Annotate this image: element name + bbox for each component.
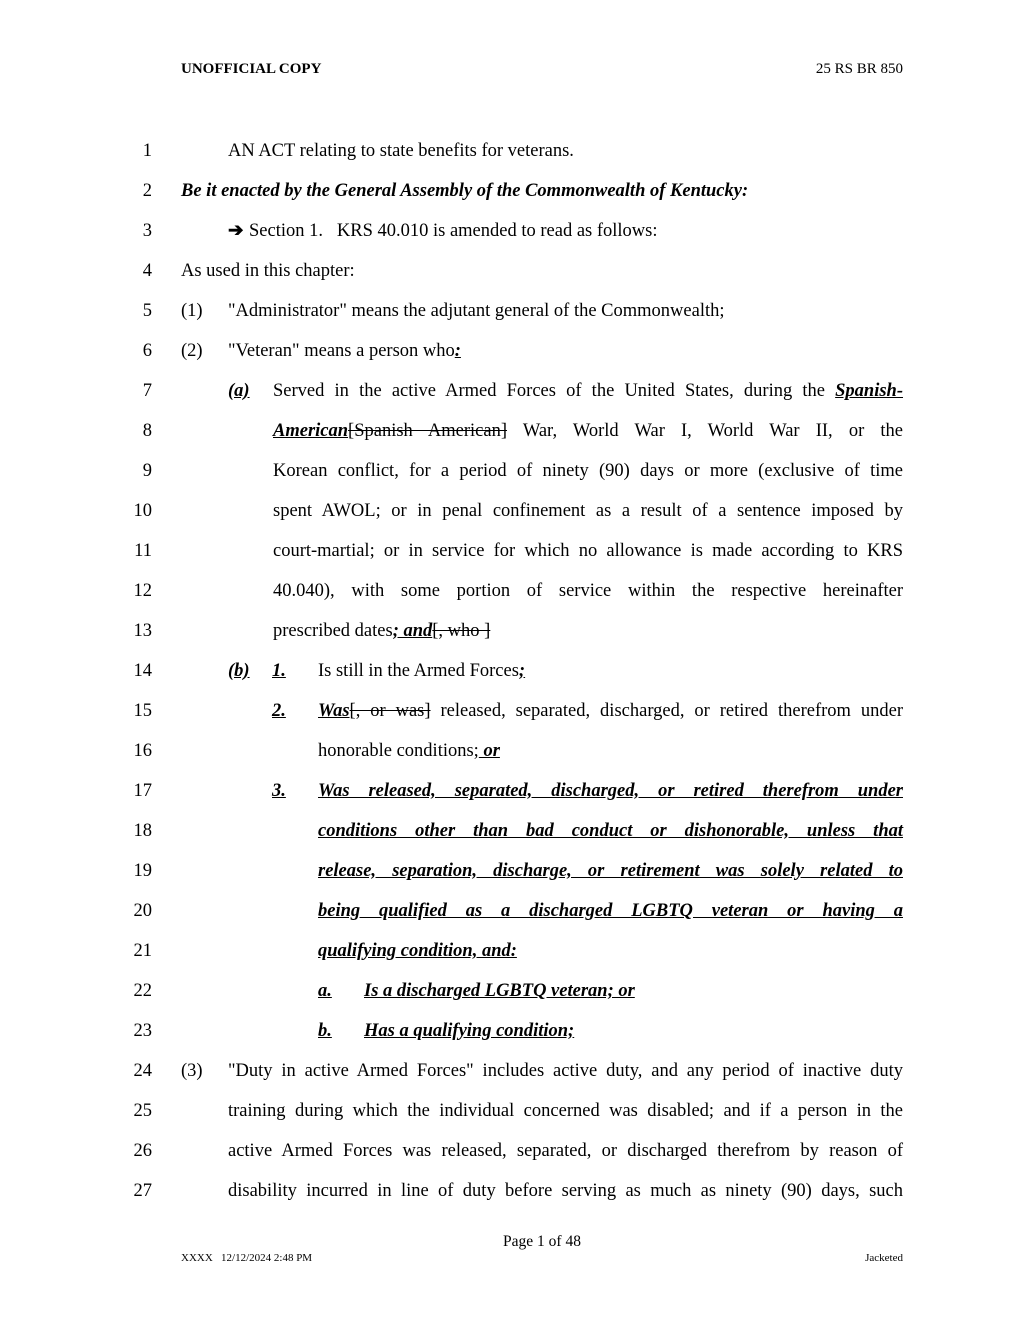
inserted-text: ; bbox=[518, 661, 526, 681]
enacting-clause: Be it enacted by the General Assembly of the Commonwealth of Kentucky: bbox=[181, 181, 749, 201]
inserted-text: American bbox=[273, 421, 349, 441]
subitem-label: b. bbox=[318, 1021, 332, 1041]
line-text bbox=[273, 536, 903, 566]
paragraph-label: (a) bbox=[228, 381, 250, 401]
inserted-text: Spanish- bbox=[835, 381, 903, 401]
line-number: 17 bbox=[133, 781, 152, 801]
line-text-part: active Armed Forces was released, separated, or discharged therefrom by reason of bbox=[228, 1141, 903, 1161]
deleted-text: [, or was] bbox=[349, 701, 431, 721]
line-9 bbox=[0, 456, 1024, 486]
line-text bbox=[228, 1096, 903, 1126]
line-number: 10 bbox=[133, 501, 152, 521]
line-26 bbox=[0, 1136, 1024, 1166]
line-20 bbox=[0, 896, 1024, 926]
line-24 bbox=[0, 1056, 1024, 1086]
inserted-text: : bbox=[454, 341, 461, 361]
line-number: 6 bbox=[142, 341, 152, 361]
line-number: 13 bbox=[133, 621, 152, 641]
line-number: 26 bbox=[133, 1141, 152, 1161]
paragraph-label: (b) bbox=[228, 661, 250, 681]
inserted-text: Was bbox=[318, 701, 350, 721]
line-12 bbox=[0, 576, 1024, 606]
line-text bbox=[228, 1176, 903, 1206]
line-text-part: conditions other than bad conduct or dishonorable, unless that bbox=[318, 821, 903, 841]
line-text-part: Served in the active Armed Forces of the United States, during the bbox=[273, 381, 836, 401]
line-text bbox=[318, 736, 500, 766]
line-text bbox=[273, 456, 903, 486]
line-text: "Administrator" means the adjutant general of the Commonwealth; bbox=[228, 301, 725, 321]
line-11 bbox=[0, 536, 1024, 566]
line-22 bbox=[0, 976, 1024, 1006]
header-left: UNOFFICIAL COPY bbox=[181, 61, 322, 77]
line-text bbox=[273, 576, 903, 606]
line-text-part: 40.040), with some portion of service within the respective hereinafter bbox=[273, 581, 903, 601]
inserted-text: qualifying condition, and: bbox=[318, 941, 517, 961]
item-label: 3. bbox=[272, 781, 286, 801]
header-right: 25 RS BR 850 bbox=[815, 61, 903, 77]
inserted-text bbox=[318, 856, 903, 886]
line-number: 2 bbox=[142, 181, 152, 201]
line-text-part: Was released, separated, discharged, or retired therefrom under bbox=[318, 781, 903, 801]
deleted-text: [, who ] bbox=[432, 621, 491, 641]
line-number: 16 bbox=[133, 741, 152, 761]
line-19 bbox=[0, 856, 1024, 886]
line-7 bbox=[0, 376, 1024, 406]
line-text bbox=[273, 416, 903, 446]
line-number: 24 bbox=[133, 1061, 152, 1081]
line-text-part: honorable conditions; bbox=[318, 741, 479, 761]
line-13 bbox=[0, 616, 1024, 646]
line-number: 9 bbox=[142, 461, 152, 481]
line-number: 20 bbox=[133, 901, 152, 921]
line-number: 21 bbox=[133, 941, 152, 961]
line-number: 5 bbox=[142, 301, 152, 321]
line-number: 18 bbox=[133, 821, 152, 841]
line-number: 4 bbox=[142, 261, 152, 281]
line-4 bbox=[0, 256, 1024, 286]
line-text bbox=[228, 336, 461, 366]
line-text-part: training during which the individual concerned was disabled; and if a person in the bbox=[228, 1101, 903, 1121]
line-text-part: disability incurred in line of duty before serving as much as ninety (90) days, such bbox=[228, 1181, 903, 1201]
line-number: 27 bbox=[133, 1181, 152, 1201]
line-23 bbox=[0, 1016, 1024, 1046]
line-14 bbox=[0, 656, 1024, 686]
line-number: 25 bbox=[133, 1101, 152, 1121]
section-heading: Section 1. KRS 40.010 is amended to read as follows: bbox=[249, 221, 658, 241]
line-18 bbox=[0, 816, 1024, 846]
line-number: 7 bbox=[142, 381, 152, 401]
arrow-right-icon: ➔ bbox=[228, 221, 244, 241]
line-1 bbox=[0, 136, 1024, 166]
line-text-part: spent AWOL; or in penal confinement as a result of a sentence imposed by bbox=[273, 501, 903, 521]
line-number: 19 bbox=[133, 861, 152, 881]
inserted-text bbox=[318, 776, 903, 806]
deleted-text: [Spanish American] bbox=[348, 421, 508, 441]
line-number: 23 bbox=[133, 1021, 152, 1041]
line-text bbox=[273, 496, 903, 526]
footer-left: XXXX 12/12/2024 2:48 PM bbox=[181, 1252, 313, 1264]
subsection-label: (2) bbox=[181, 341, 203, 361]
line-3 bbox=[0, 216, 1024, 246]
line-text bbox=[228, 1136, 903, 1166]
inserted-text: or bbox=[478, 741, 500, 761]
subitem-label: a. bbox=[318, 981, 332, 1001]
line-text-part: Is still in the Armed Forces bbox=[318, 661, 519, 681]
line-text-part: War, World War I, World War II, or the bbox=[507, 421, 903, 441]
line-5 bbox=[0, 296, 1024, 326]
line-27 bbox=[0, 1176, 1024, 1206]
line-text-part: court-martial; or in service for which no allowance is made according to KRS bbox=[273, 541, 903, 561]
line-number: 12 bbox=[133, 581, 152, 601]
line-21 bbox=[0, 936, 1024, 966]
subsection-label: (3) bbox=[181, 1061, 203, 1081]
line-6 bbox=[0, 336, 1024, 366]
line-2 bbox=[0, 176, 1024, 206]
item-label: 1. bbox=[272, 661, 286, 681]
line-text bbox=[318, 656, 525, 686]
line-text-part: prescribed dates bbox=[273, 621, 393, 641]
line-15 bbox=[0, 696, 1024, 726]
line-number: 11 bbox=[134, 541, 152, 561]
line-text bbox=[273, 376, 903, 406]
line-text-part: "Veteran" means a person who bbox=[228, 341, 455, 361]
line-25 bbox=[0, 1096, 1024, 1126]
footer-right: Jacketed bbox=[865, 1252, 903, 1264]
line-number: 22 bbox=[133, 981, 152, 1001]
line-number: 1 bbox=[142, 141, 152, 161]
line-number: 3 bbox=[142, 221, 152, 241]
line-text bbox=[228, 1056, 903, 1086]
line-text-part: Korean conflict, for a period of ninety (90) days or more (exclusive of time bbox=[273, 461, 903, 481]
line-text-part: release, separation, discharge, or retirement was solely related to bbox=[318, 861, 903, 881]
line-text: As used in this chapter: bbox=[181, 261, 355, 281]
line-number: 14 bbox=[133, 661, 152, 681]
inserted-text: ; and bbox=[392, 621, 433, 641]
line-text-part: released, separated, discharged, or retired therefrom under bbox=[430, 701, 903, 721]
inserted-text bbox=[318, 816, 903, 846]
line-number: 8 bbox=[142, 421, 152, 441]
line-text bbox=[273, 616, 490, 646]
line-number: 15 bbox=[133, 701, 152, 721]
line-16 bbox=[0, 736, 1024, 766]
inserted-text: Is a discharged LGBTQ veteran; or bbox=[364, 981, 635, 1001]
subsection-label: (1) bbox=[181, 301, 203, 321]
inserted-text bbox=[318, 896, 903, 926]
page-number: Page 1 of 48 bbox=[503, 1233, 581, 1250]
line-text: AN ACT relating to state benefits for veterans. bbox=[228, 141, 574, 161]
line-text bbox=[318, 696, 903, 726]
line-10 bbox=[0, 496, 1024, 526]
inserted-text: Has a qualifying condition; bbox=[364, 1021, 575, 1041]
line-text-part: being qualified as a discharged LGBTQ veteran or having a bbox=[318, 901, 903, 921]
line-17 bbox=[0, 776, 1024, 806]
line-text-part: "Duty in active Armed Forces" includes active duty, and any period of inactive duty bbox=[228, 1061, 903, 1081]
item-label: 2. bbox=[272, 701, 286, 721]
line-8 bbox=[0, 416, 1024, 446]
